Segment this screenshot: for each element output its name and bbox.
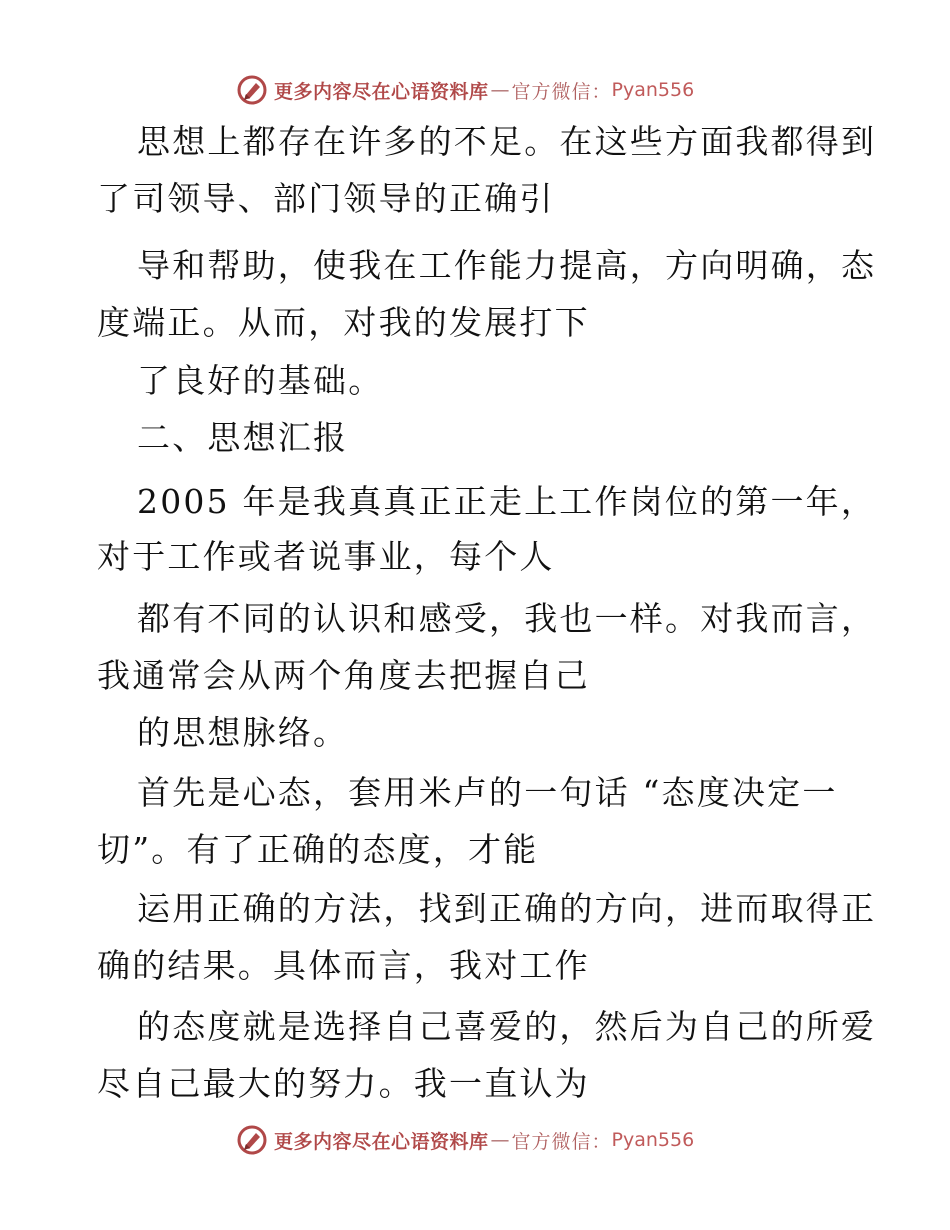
pen-logo-icon [236, 74, 268, 106]
text-line: 都有不同的认识和感受，我也一样。对我而言， [137, 599, 877, 638]
text-line: 导和帮助，使我在工作能力提高，方向明确，态 [137, 246, 877, 285]
text-line: 的思想脉络。 [137, 713, 349, 752]
wechat-id: Pyan556 [611, 79, 695, 101]
wechat-id: Pyan556 [611, 1129, 695, 1151]
text-line: 了良好的基础。 [137, 361, 384, 400]
text-line: 度端正。从而，对我的发展打下 [97, 303, 590, 342]
text-line: 切”。有了正确的态度，才能 [97, 830, 539, 869]
header-watermark [236, 72, 694, 108]
text-line: 思想上都存在许多的不足。在这些方面我都得到 [137, 122, 877, 161]
pen-logo-icon [236, 1124, 268, 1156]
section-heading: 二、思想汇报 [137, 418, 349, 457]
text-line: 我通常会从两个角度去把握自己 [97, 656, 590, 695]
text-line: 2005 年是我真真正正走上工作岗位的第一年， [137, 482, 877, 521]
brand-text: 更多内容尽在心语资料库 [274, 1130, 489, 1153]
text-line: 首先是心态，套用米卢的一句话 “态度决定一 [137, 773, 838, 812]
separator-dash: — [490, 1129, 510, 1151]
text-line: 确的结果。具体而言，我对工作 [97, 946, 590, 985]
separator-dash: — [490, 79, 510, 101]
official-label: 官方微信： [511, 80, 612, 103]
footer-watermark [236, 1122, 694, 1158]
brand-text: 更多内容尽在心语资料库 [274, 80, 489, 103]
text-line: 了司领导、部门领导的正确引 [97, 179, 555, 218]
text-line: 尽自己最大的努力。我一直认为 [97, 1064, 590, 1103]
official-label: 官方微信： [511, 1130, 612, 1153]
text-line: 的态度就是选择自己喜爱的，然后为自己的所爱 [137, 1007, 877, 1046]
text-line: 对于工作或者说事业，每个人 [97, 537, 555, 576]
text-line: 运用正确的方法，找到正确的方向，进而取得正 [137, 889, 877, 928]
